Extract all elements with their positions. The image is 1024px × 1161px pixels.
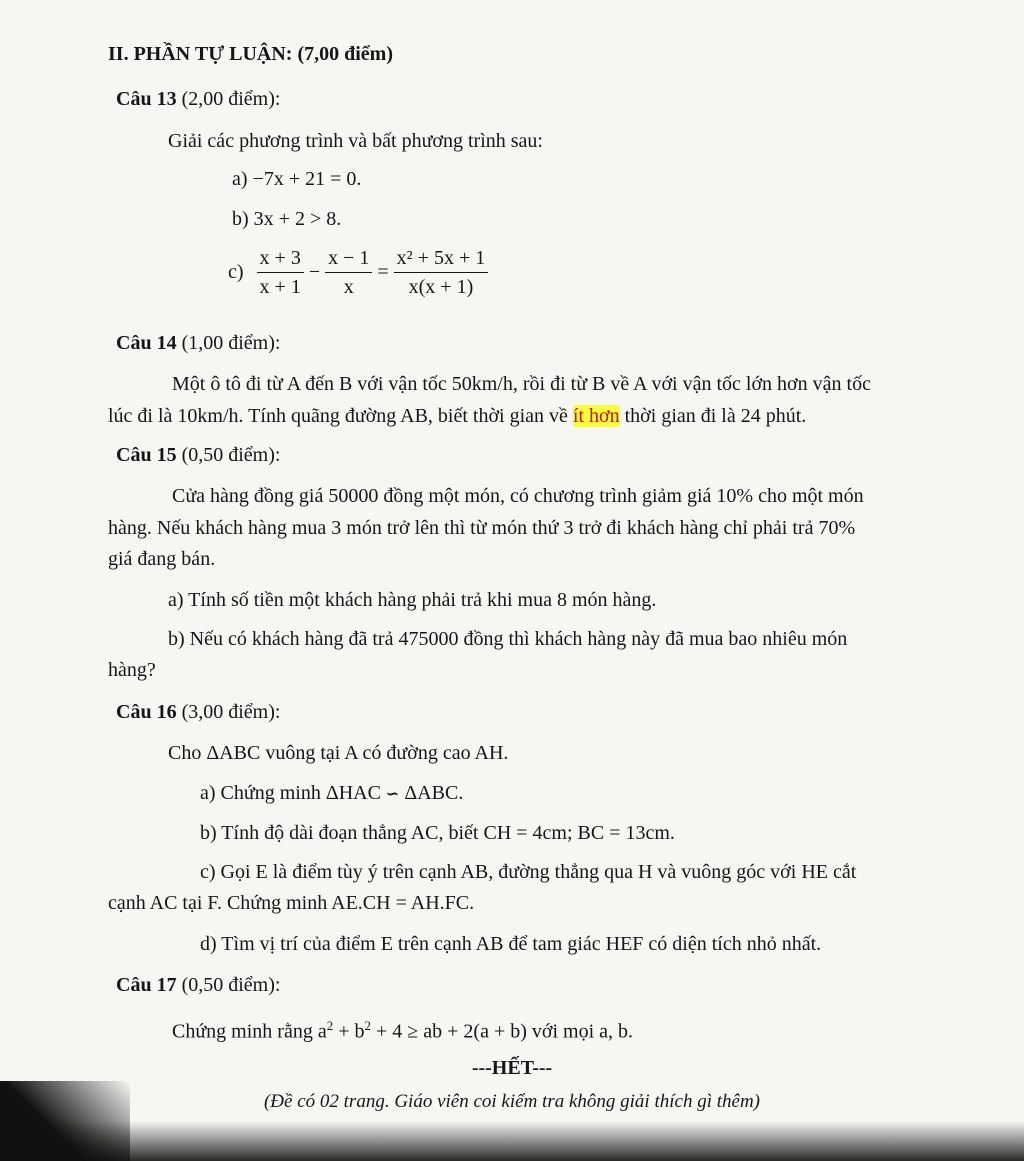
q16-b: b) Tính độ dài đoạn thẳng AC, biết CH = 4cm; BC = 13cm. xyxy=(200,822,675,844)
q13-c-minus: − xyxy=(308,261,321,283)
q17-text-pre: Chứng minh rằng a xyxy=(172,1020,327,1043)
q13-c-f1-den: x + 1 xyxy=(259,276,301,298)
q17-text-post: + 4 ≥ ab + 2(a + b) với mọi a, b. xyxy=(371,1020,634,1043)
q14-line-1: Một ô tô đi từ A đến B với vận tốc 50km/h, rồi đi từ B về A với vận tốc lớn hơn vận tốc xyxy=(172,373,871,395)
q13-title-rest: (2,00 điểm): xyxy=(176,88,281,110)
q13-title-bold: Câu 13 xyxy=(116,88,177,110)
q13-c-equals: = xyxy=(377,261,389,283)
q15-line-3: giá đang bán. xyxy=(108,548,216,570)
q15-b-line-1: b) Nếu có khách hàng đã trả 475000 đồng thì khách hàng này đã mua bao nhiêu món xyxy=(168,628,848,650)
q13-c-label: c) xyxy=(228,261,244,283)
q17-title-bold: Câu 17 xyxy=(116,974,177,996)
q16-a xyxy=(200,780,463,807)
q13-a: a) −7x + 21 = 0. xyxy=(232,168,362,190)
q13-b: b) 3x + 2 > 8. xyxy=(232,208,342,230)
q15-line-1: Cửa hàng đồng giá 50000 đồng một món, có chương trình giảm giá 10% cho một món xyxy=(172,485,864,507)
q13-title xyxy=(116,86,280,112)
q15-title xyxy=(116,442,280,468)
q15-title-bold: Câu 15 xyxy=(116,444,177,466)
q14-title-rest: (1,00 điểm): xyxy=(176,332,281,354)
q17-statement xyxy=(172,1013,633,1045)
q15-title-rest: (0,50 điểm): xyxy=(176,444,281,466)
q14-highlight: ít hơn xyxy=(572,405,620,427)
q16-title-bold: Câu 16 xyxy=(116,701,177,723)
q17-sup-2: 2 xyxy=(364,1018,371,1033)
q13-c-fraction-1 xyxy=(257,246,304,299)
q16-a-pre: a) Chứng minh ΔHAC xyxy=(200,782,386,804)
q15-b-line-2: hàng? xyxy=(108,659,156,681)
q13-c-f1-num: x + 3 xyxy=(257,246,304,273)
q13-c-f3-num: x² + 5x + 1 xyxy=(394,246,489,273)
end-mark: ---HẾT--- xyxy=(471,1057,553,1079)
q17-sup-1: 2 xyxy=(326,1018,334,1033)
q15-a: a) Tính số tiền một khách hàng phải trả khi mua 8 món hàng. xyxy=(168,589,657,611)
q17-text-mid: + b xyxy=(333,1020,365,1043)
similar-symbol-icon: ∽ xyxy=(385,784,400,803)
q14-line-2-post: thời gian đi là 24 phút. xyxy=(619,405,807,427)
q13-c-f2-num: x − 1 xyxy=(325,246,372,273)
q16-title xyxy=(116,699,280,725)
q13-intro: Giải các phương trình và bất phương trình sau: xyxy=(168,130,543,152)
q13-c-f2-den: x xyxy=(343,276,354,298)
q14-title-bold: Câu 14 xyxy=(116,332,177,354)
q16-a-post: ΔABC. xyxy=(399,782,464,804)
q13-c-fraction-3 xyxy=(394,246,489,299)
section-title: II. PHẦN TỰ LUẬN: (7,00 điểm) xyxy=(108,43,393,65)
q13-c-equation xyxy=(228,246,491,299)
q16-d: d) Tìm vị trí của điểm E trên cạnh AB để tam giác HEF có diện tích nhỏ nhất. xyxy=(200,933,822,955)
scan-corner-shadow xyxy=(0,1081,130,1161)
q14-line-2-pre: lúc đi là 10km/h. Tính quãng đường AB, biết thời gian về xyxy=(108,405,573,427)
q17-title xyxy=(116,972,280,998)
q13-c-fraction-2 xyxy=(325,246,372,299)
bottom-shadow xyxy=(0,1121,1024,1161)
q13-c-f3-den: x(x + 1) xyxy=(408,276,474,298)
q14-title xyxy=(116,330,280,356)
q15-line-2: hàng. Nếu khách hàng mua 3 món trở lên thì từ món thứ 3 trở đi khách hàng chỉ phải trả 70% xyxy=(108,517,856,539)
q16-intro: Cho ΔABC vuông tại A có đường cao AH. xyxy=(168,742,509,764)
q16-c-line-2: cạnh AC tại F. Chứng minh AE.CH = AH.FC. xyxy=(108,892,475,914)
q17-title-rest: (0,50 điểm): xyxy=(176,974,281,996)
q16-c-line-1: c) Gọi E là điểm tùy ý trên cạnh AB, đường thẳng qua H và vuông góc với HE cắt xyxy=(200,861,857,883)
q16-title-rest: (3,00 điểm): xyxy=(176,701,281,723)
q14-line-2 xyxy=(108,403,806,429)
footer-note: (Đề có 02 trang. Giáo viên coi kiểm tra không giải thích gì thêm) xyxy=(263,1091,760,1112)
